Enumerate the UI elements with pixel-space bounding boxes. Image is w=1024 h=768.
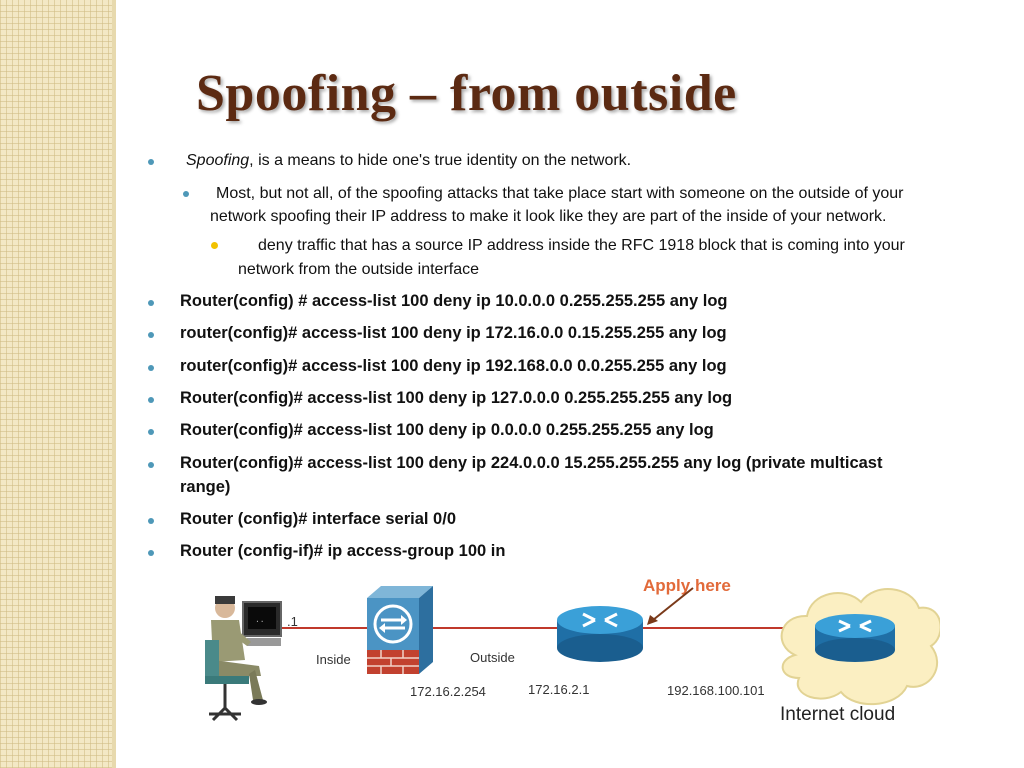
sub-sub-bullet-marker [211, 242, 218, 249]
internet-cloud-icon [782, 589, 940, 704]
decorative-side-edge [112, 0, 116, 768]
bullet-marker [148, 332, 154, 338]
bullet-outside-attacks-line2: network spoofing their IP address to make it look like they are part of the inside of your network. [210, 208, 887, 225]
bullet-marker [148, 365, 154, 371]
bullet-marker [148, 397, 154, 403]
inside-interface-label: Inside [316, 652, 351, 667]
bullet-deny-traffic-line2: network from the outside interface [238, 261, 480, 278]
acl-command-10: Router(config) # access-list 100 deny ip 10.0.0.0 0.255.255.255 any log [180, 292, 728, 310]
bullet-marker [148, 462, 154, 468]
bullet-deny-traffic-line1: deny traffic that has a source IP address inside the RFC 1918 block that is coming into your [258, 237, 905, 254]
svg-text:..: .. [255, 616, 265, 625]
firewall-ip-label: 172.16.2.254 [410, 684, 486, 699]
router-ip-label: 172.16.2.1 [528, 682, 590, 697]
bullet-marker [148, 550, 154, 556]
bullet-outside-attacks-line1: Most, but not all, of the spoofing attacks that take place start with someone on the outside of your [216, 185, 904, 202]
acl-command-224-cont: range) [180, 478, 231, 496]
slide-title: Spoofing – from outside [196, 65, 737, 122]
interface-command: Router (config)# interface serial 0/0 [180, 510, 456, 528]
bullet-marker [148, 159, 154, 165]
firewall-icon [367, 586, 433, 674]
decorative-side-pattern [0, 0, 112, 768]
bullet-marker [148, 300, 154, 306]
apply-here-label: Apply here [643, 576, 731, 595]
internet-cloud-label: Internet cloud [780, 704, 896, 725]
bullet-spoofing-definition [186, 152, 631, 170]
outside-interface-label: Outside [470, 650, 515, 665]
bullet-spoofing-term: Spoofing [186, 152, 250, 169]
host-ip-label: .1 [287, 614, 298, 629]
wan-ip-label: 192.168.100.101 [667, 683, 765, 698]
access-group-command: Router (config-if)# ip access-group 100 in [180, 542, 506, 560]
acl-command-0: Router(config)# access-list 100 deny ip 0.0.0.0 0.255.255.255 any log [180, 421, 714, 439]
acl-command-127: Router(config)# access-list 100 deny ip 127.0.0.0 0.255.255.255 any log [180, 389, 733, 407]
bullet-marker [148, 429, 154, 435]
acl-command-192: router(config)# access-list 100 deny ip 192.168.0.0 0.0.255.255 any log [180, 357, 727, 375]
apply-here-arrow [653, 588, 693, 620]
sub-bullet-marker [183, 191, 189, 197]
bullet-spoofing-text: , is a means to hide one's true identity on the network. [249, 152, 632, 169]
bullet-marker [148, 518, 154, 524]
user-workstation-icon [205, 596, 281, 720]
acl-command-172: router(config)# access-list 100 deny ip 172.16.0.0 0.15.255.255 any log [180, 324, 727, 342]
acl-command-224: Router(config)# access-list 100 deny ip 224.0.0.0 15.255.255.255 any log (private multicast [180, 454, 883, 472]
router-icon [557, 606, 643, 662]
